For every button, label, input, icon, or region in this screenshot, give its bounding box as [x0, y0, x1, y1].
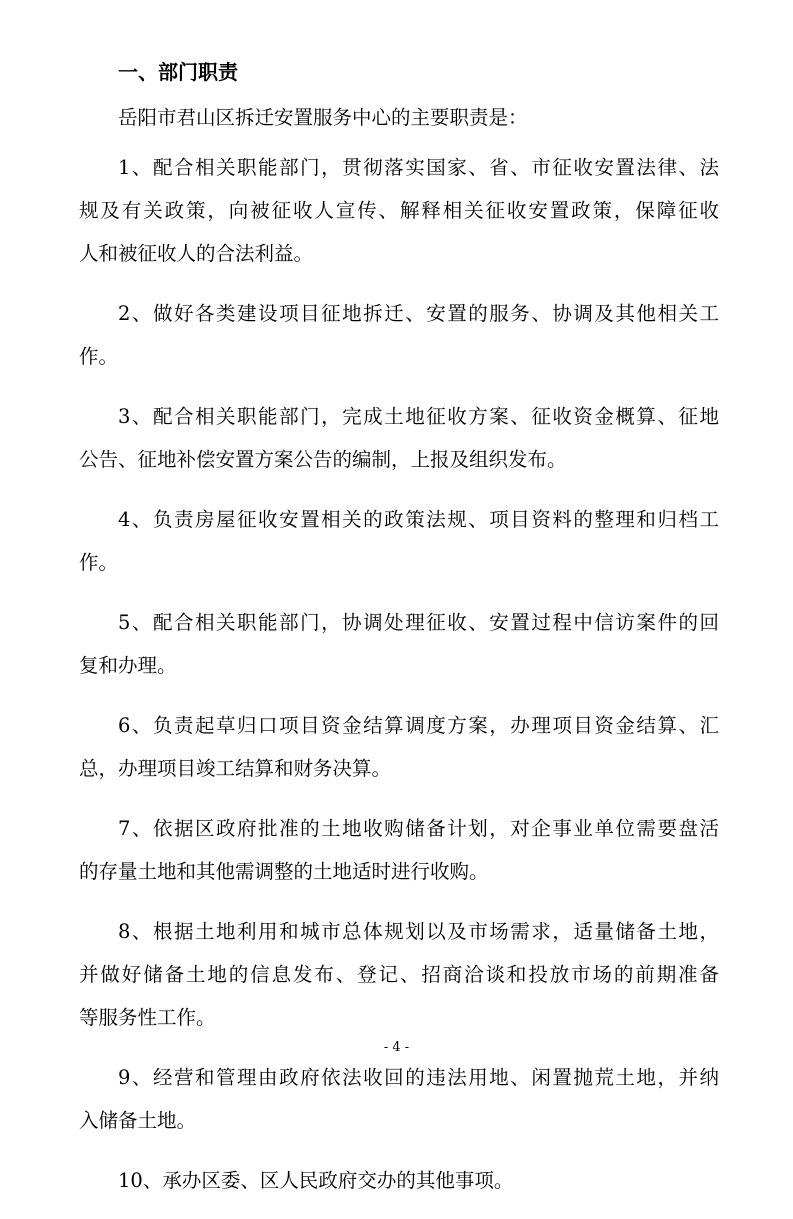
duty-item-2: [79, 292, 719, 378]
duty-item-3: [79, 395, 719, 481]
duty-line: 9、经营和管理由政府依法收回的违法用地、闲置抛荒土地，并纳: [118, 1066, 719, 1089]
duty-line: 作。: [79, 345, 119, 368]
duty-line: 2、做好各类建设项目征地拆迁、安置的服务、协调及其他相关工: [118, 302, 719, 325]
duty-item-5: [79, 601, 719, 687]
duty-line: 规及有关政策，向被征收人宣传、解释相关征收安置政策，保障征收: [79, 199, 719, 222]
duty-line: 7、依据区政府批准的土地收购储备计划，对企事业单位需要盘活: [118, 817, 719, 840]
duty-line: 8、根据土地利用和城市总体规划以及市场需求，适量储备土地，: [118, 920, 719, 943]
duty-line: 入储备土地。: [79, 1109, 197, 1132]
duty-line: 公告、征地补偿安置方案公告的编制，上报及组织发布。: [79, 448, 567, 471]
duty-line: 6、负责起草归口项目资金结算调度方案，办理项目资金结算、汇: [118, 714, 719, 737]
duty-item-10: [79, 1159, 719, 1202]
duty-line: 1、配合相关职能部门，贯彻落实国家、省、市征收安置法律、法: [118, 156, 719, 179]
duty-line: 并做好储备土地的信息发布、登记、招商洽谈和投放市场的前期准备: [79, 963, 719, 986]
duty-item-9: [79, 1056, 719, 1142]
duty-line: 等服务性工作。: [79, 1006, 216, 1029]
duty-line: 总，办理项目竣工结算和财务决算。: [79, 757, 392, 780]
intro-paragraph: 岳阳市君山区拆迁安置服务中心的主要职责是：: [118, 106, 528, 129]
duty-line: 10、承办区委、区人民政府交办的其他事项。: [118, 1169, 514, 1192]
duty-item-6: [79, 704, 719, 790]
duty-item-8: [79, 910, 719, 1039]
duty-line: 的存量土地和其他需调整的土地适时进行收购。: [79, 860, 489, 883]
duty-line: 复和办理。: [79, 654, 177, 677]
duty-item-7: [79, 807, 719, 893]
duty-line: 5、配合相关职能部门，协调处理征收、安置过程中信访案件的回: [118, 611, 719, 634]
duty-line: 4、负责房屋征收安置相关的政策法规、项目资料的整理和归档工: [118, 508, 719, 531]
duty-line: 人和被征收人的合法利益。: [79, 242, 314, 265]
duty-item-1: [79, 146, 719, 275]
duty-item-4: [79, 498, 719, 584]
duty-line: 作。: [79, 551, 119, 574]
page-number: - 4 -: [383, 1040, 410, 1055]
duties-list: [79, 146, 719, 1219]
duty-line: 3、配合相关职能部门，完成土地征收方案、征收资金概算、征地: [118, 405, 719, 428]
section-heading: 一、部门职责: [118, 60, 238, 84]
